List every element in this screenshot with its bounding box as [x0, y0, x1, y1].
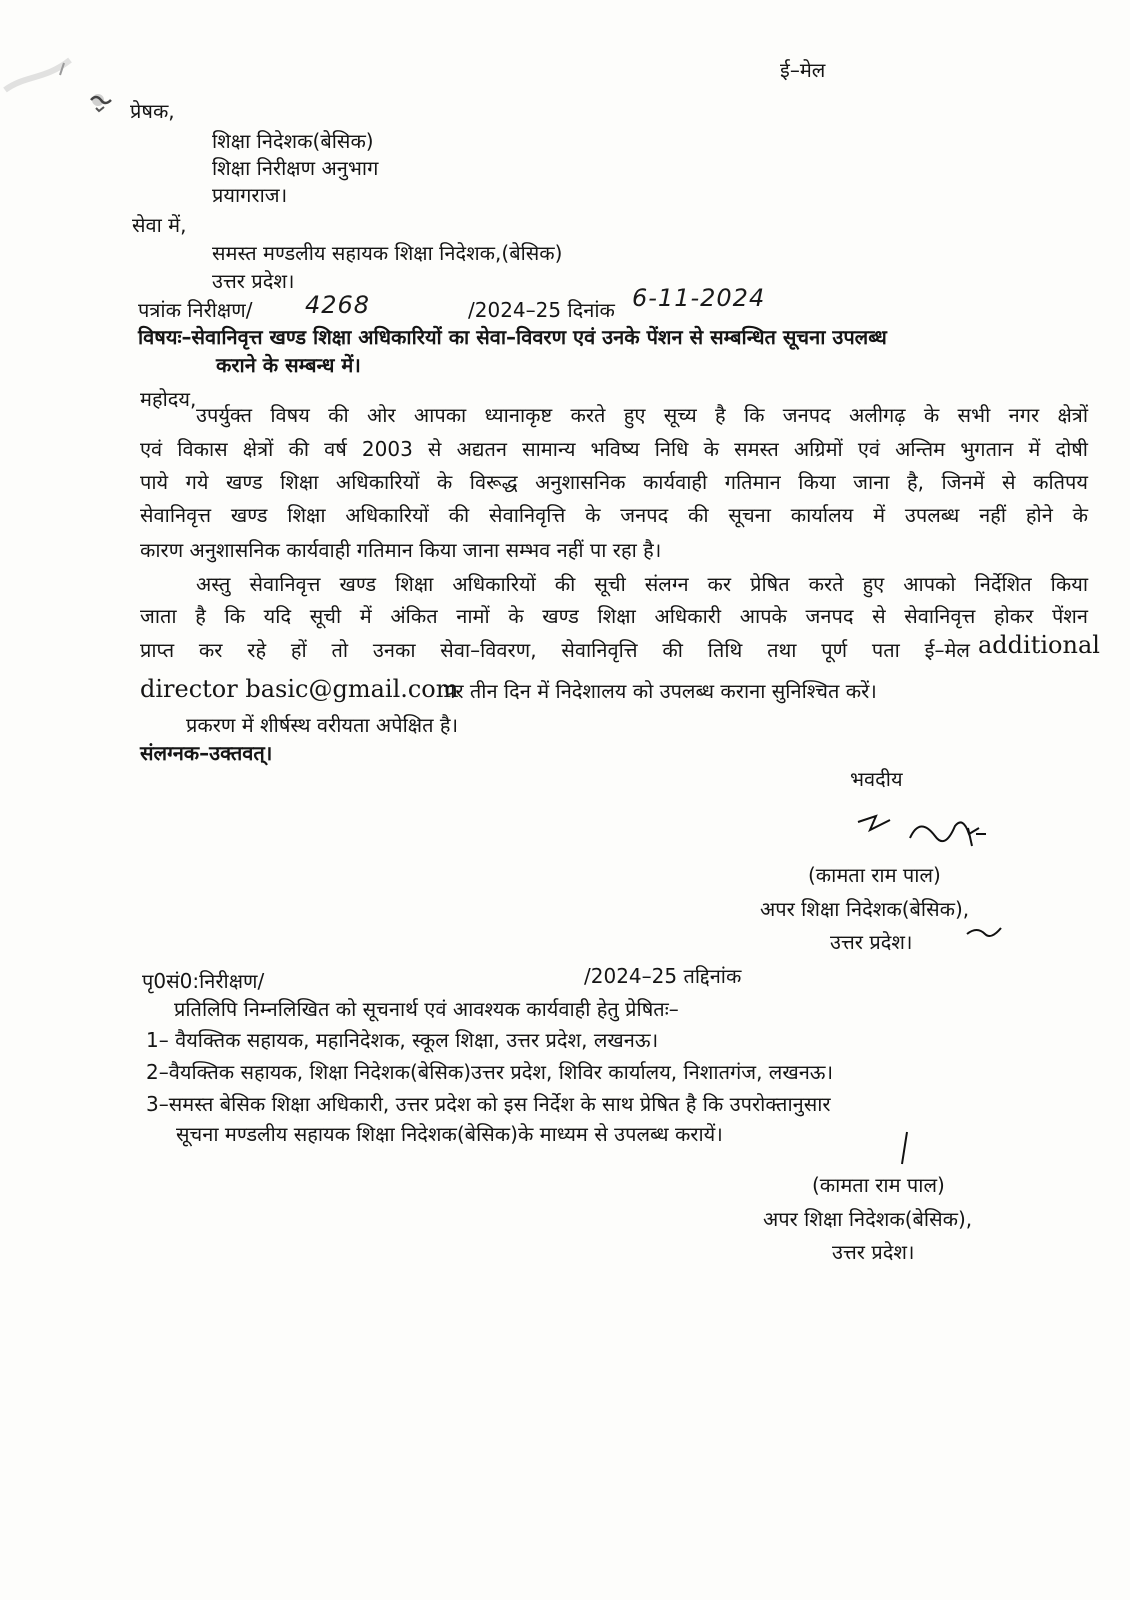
- reference-number: 4268: [305, 291, 371, 319]
- sender-line-1: शिक्षा निदेशक(बेसिक): [212, 129, 374, 153]
- para3: प्रकरण में शीर्षस्थ वरीयता अपेक्षित है।: [186, 713, 459, 737]
- punch-mark-icon: [88, 92, 116, 114]
- endorsement-intro: प्रतिलिपि निम्नलिखित को सूचनार्थ एवं आवश्यक कार्यवाही हेतु प्रेषितः–: [174, 997, 679, 1021]
- para1-line-2: एवं विकास क्षेत्रों की वर्ष 2003 से अद्यतन सामान्य भविष्य निधि के समस्त अग्रिमों एवं अन्तिम भुगतान में दोषी: [140, 437, 1088, 461]
- signature-2-icon: [895, 1130, 915, 1166]
- salutation: महोदय,: [140, 387, 197, 411]
- para1-line-1: उपर्युक्त विषय की ओर आपका ध्यानाकृष्ट करते हुए सूच्य है कि जनपद अलीगढ़ के सभी नगर क्षेत्रों: [196, 403, 1088, 427]
- recipient-line-1: समस्त मण्डलीय सहायक शिक्षा निदेशक,(बेसिक): [212, 241, 563, 265]
- subject-line-2: कराने के सम्बन्ध में।: [216, 353, 361, 377]
- email-mark: ई–मेल: [780, 58, 826, 82]
- para2-line-3: प्राप्त कर रहे हों तो उनका सेवा–विवरण, सेवानिवृत्ति की तिथि तथा पूर्ण पता ई–मेल: [140, 638, 970, 662]
- email-address-part-1: additional: [978, 631, 1100, 659]
- para2-line-2: जाता है कि यदि सूची में अंकित नामों के खण्ड शिक्षा अधिकारी आपके जनपद से सेवानिवृत्त होकर पेंशन: [140, 604, 1088, 628]
- endorsement-item-3-line-1: 3–समस्त बेसिक शिक्षा अधिकारी, उत्तर प्रदेश को इस निर्देश के साथ प्रेषित है कि उपरोक्तानुसार: [146, 1092, 831, 1116]
- endorsement-item-1: 1– वैयक्तिक सहायक, महानिदेशक, स्कूल शिक्षा, उत्तर प्रदेश, लखनऊ।: [146, 1028, 659, 1052]
- sender-line-2: शिक्षा निरीक्षण अनुभाग: [212, 156, 379, 180]
- reference-year-date-label: /2024–25 दिनांक: [468, 298, 615, 322]
- signer-1-name: (कामता राम पाल): [808, 863, 941, 887]
- para1-line-5: कारण अनुशासनिक कार्यवाही गतिमान किया जाना सम्भव नहीं पा रहा है।: [140, 538, 662, 562]
- enclosure: संलग्नक–उक्तवत्।: [140, 741, 273, 765]
- recipient-label: सेवा में,: [132, 213, 187, 237]
- signer-2-name: (कामता राम पाल): [812, 1173, 945, 1197]
- endorsement-item-2: 2–वैयक्तिक सहायक, शिक्षा निदेशक(बेसिक)उत्तर प्रदेश, शिविर कार्यालय, निशातगंज, लखनऊ।: [146, 1060, 834, 1084]
- sender-line-3: प्रयागराज।: [212, 183, 288, 207]
- reference-prefix: पत्रांक निरीक्षण/: [138, 298, 253, 322]
- sender-label: प्रेषक,: [130, 99, 175, 123]
- endorsement-ref-prefix: पृ0सं0:निरीक्षण/: [142, 969, 265, 993]
- signer-1-designation: अपर शिक्षा निदेशक(बेसिक),: [760, 897, 970, 921]
- endorsement-ref-suffix: /2024–25 तद्दिनांक: [584, 964, 742, 988]
- signer-2-state: उत्तर प्रदेश।: [832, 1240, 915, 1264]
- initial-mark-icon: [965, 922, 1005, 942]
- para2-line-1: अस्तु सेवानिवृत्त खण्ड शिक्षा अधिकारियों की सूची संलग्न कर प्रेषित करते हुए आपको निर्देशित किया: [196, 572, 1088, 596]
- para1-line-4: सेवानिवृत्त खण्ड शिक्षा अधिकारियों की सेवानिवृत्ति के जनपद की सूचना कार्यालय में उपलब्ध नहीं होने के: [140, 503, 1088, 527]
- signer-1-state: उत्तर प्रदेश।: [830, 930, 913, 954]
- recipient-line-2: उत्तर प्रदेश।: [212, 269, 295, 293]
- email-address-part-2: director basic@gmail.com: [140, 675, 459, 703]
- closing: भवदीय: [850, 767, 903, 791]
- subject-line-1: विषयः–सेवानिवृत्त खण्ड शिक्षा अधिकारियों का सेवा–विवरण एवं उनके पेंशन से सम्बन्धित सूचना उपलब्ध: [138, 325, 887, 349]
- para1-line-3: पाये गये खण्ड शिक्षा अधिकारियों के विरूद्ध अनुशासनिक कार्यवाही गतिमान किया जाना है, जिनमें से कतिपय: [140, 470, 1088, 494]
- reference-date: 6-11-2024: [632, 284, 766, 312]
- signer-2-designation: अपर शिक्षा निदेशक(बेसिक),: [763, 1207, 973, 1231]
- para2-line-4: पर तीन दिन में निदेशालय को उपलब्ध कराना सुनिश्चित करें।: [444, 679, 877, 703]
- endorsement-item-3-line-2: सूचना मण्डलीय सहायक शिक्षा निदेशक(बेसिक)के माध्यम से उपलब्ध करायें।: [176, 1122, 723, 1146]
